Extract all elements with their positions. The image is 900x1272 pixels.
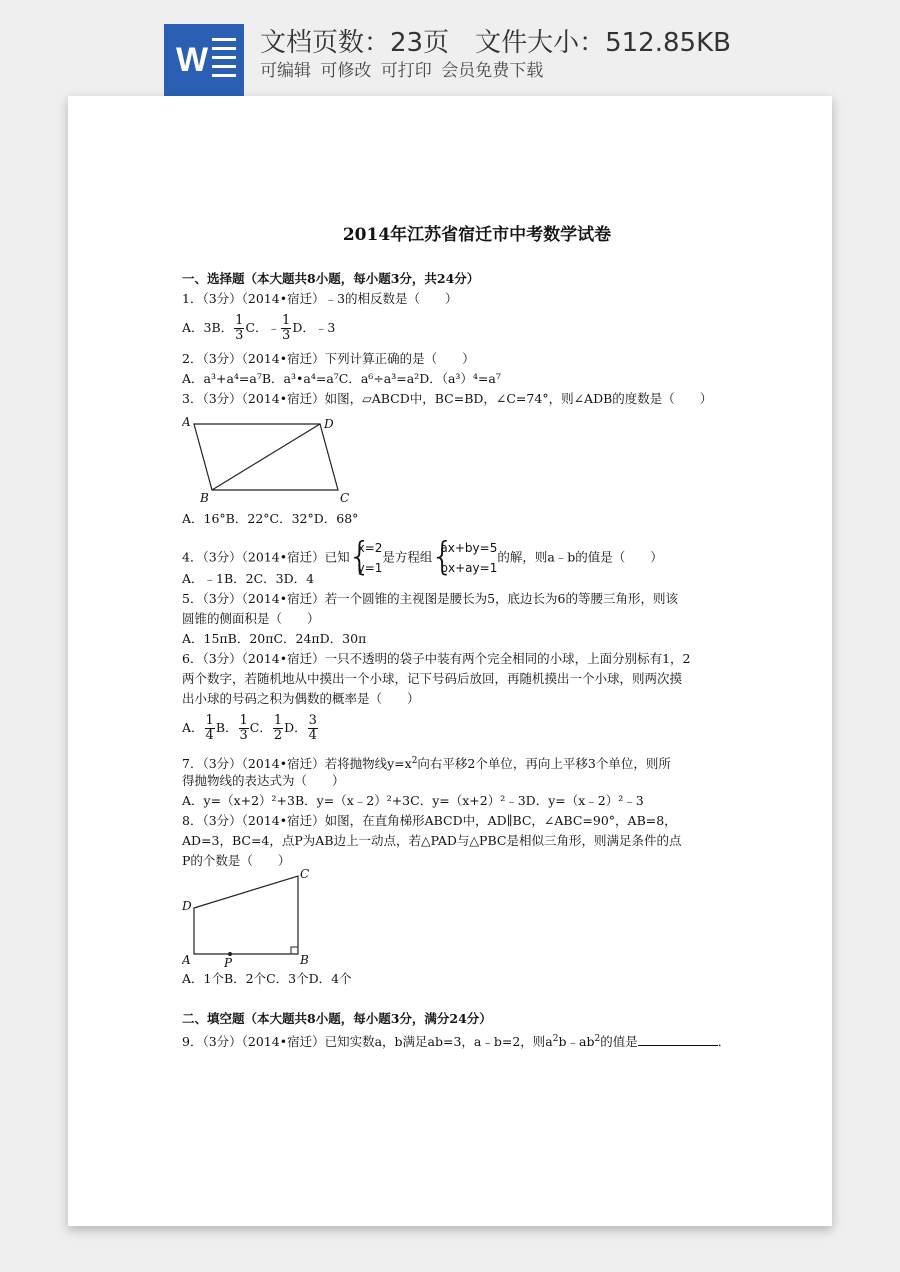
- doc-info: [260, 22, 731, 59]
- question-1-options: A．3B． $\frac{1}{3}$ C．﹣ $\frac{1}{3}$ D．﹣3: [182, 313, 336, 343]
- question-4: 4．（3分）（2014•宿迁）已知 { x=2 y=1 是方程组 { ax+by=5 bx+ay=1 的解，则a﹣b的值是（ ）: [182, 538, 663, 578]
- question-7-options: A．y=（x+2）²+3B．y=（x﹣2）²+3C．y=（x+2）²﹣3D．y=（x﹣2）²﹣3: [182, 793, 644, 808]
- parallelogram-figure: [182, 414, 352, 504]
- header-bar: [0, 0, 900, 96]
- svg-text:P: P: [224, 956, 233, 968]
- svg-text:B: B: [300, 953, 309, 967]
- trapezoid-figure: [182, 868, 322, 968]
- svg-text:A: A: [182, 953, 191, 967]
- question-8-line-1: 8．（3分）（2014•宿迁）如图，在直角梯形ABCD中，AD∥BC，∠ABC=90°，AB=8，: [182, 813, 677, 828]
- question-5-options: A．15πB．20πC．24πD．30π: [182, 631, 367, 646]
- word-document-icon: [164, 24, 244, 96]
- answer-blank: [638, 1033, 718, 1046]
- question-2-options: A．a³+a⁴=a⁷B．a³•a⁴=a⁷C．a⁶÷a³=a²D．（a³）⁴=a⁷: [182, 371, 501, 386]
- question-6-line-3: 出小球的号码之积为偶数的概率是（ ）: [182, 691, 420, 706]
- doc-features: 可编辑 可修改 可打印 会员免费下载: [260, 61, 544, 81]
- question-8-line-2: AD=3，BC=4，点P为AB边上一动点，若△PAD与△PBC是相似三角形，则满足条件的点: [182, 833, 682, 848]
- question-3-options: A．16°B．22°C．32°D．68°: [182, 511, 359, 526]
- question-3: 3．（3分）（2014•宿迁）如图，▱ABCD中，BC=BD，∠C=74°，则∠ADB的度数是（ ）: [182, 391, 713, 406]
- section-heading-fill: 二、填空题（本大题共8小题，每小题3分，满分24分）: [182, 1011, 492, 1026]
- page-title: 2014年江苏省宿迁市中考数学试卷: [342, 225, 612, 245]
- question-8-options: A．1个B．2个C．3个D．4个: [182, 971, 352, 986]
- document-page: [68, 96, 832, 1226]
- svg-text:D: D: [324, 417, 334, 431]
- svg-text:D: D: [182, 899, 192, 913]
- question-5-line-2: 圆锥的侧面积是（ ）: [182, 611, 320, 626]
- page-count: 文档页数：23页: [260, 28, 450, 58]
- question-9: 9．（3分）（2014•宿迁）已知实数a，b满足ab=3，a﹣b=2，则$a^2b﹣ab^2$的值是 ．: [182, 1034, 731, 1050]
- question-4-options: A．﹣1B．2C．3D．4: [182, 571, 315, 586]
- question-8-line-3: P的个数是（ ）: [182, 853, 291, 868]
- question-5-line-1: 5．（3分）（2014•宿迁）若一个圆锥的主视图是腰长为5，底边长为6的等腰三角形，则该: [182, 591, 678, 606]
- section-heading-choice: 一、选择题（本大题共8小题，每小题3分，共24分）: [182, 271, 480, 286]
- svg-text:A: A: [182, 415, 191, 429]
- question-6-options: A． $\frac{1}{4}$ B． $\frac{1}{3}$ C． $\frac{1}{2}$ D． $\frac{3}{4}$: [182, 713, 317, 743]
- file-size: 文件大小：512.85KB: [475, 28, 731, 58]
- svg-text:B: B: [200, 491, 209, 504]
- question-2: 2．（3分）（2014•宿迁）下列计算正确的是（ ）: [182, 351, 475, 366]
- svg-text:C: C: [300, 868, 310, 881]
- question-1: 1．（3分）（2014•宿迁）﹣3的相反数是（ ）: [182, 291, 458, 306]
- svg-text:C: C: [340, 491, 350, 504]
- question-7-line-1: 7．（3分）（2014•宿迁）若将抛物线$y=x^2$向右平移2个单位，再向上平移3个单位，则所: [182, 756, 671, 772]
- question-7-line-2: 得抛物线的表达式为（ ）: [182, 773, 345, 788]
- question-6-line-1: 6．（3分）（2014•宿迁）一只不透明的袋子中装有两个完全相同的小球，上面分别标有1，2: [182, 651, 691, 666]
- word-icon-letter: W: [175, 41, 209, 79]
- question-6-line-2: 两个数字，若随机地从中摸出一个小球，记下号码后放回，再随机摸出一个小球，则两次摸: [182, 671, 683, 686]
